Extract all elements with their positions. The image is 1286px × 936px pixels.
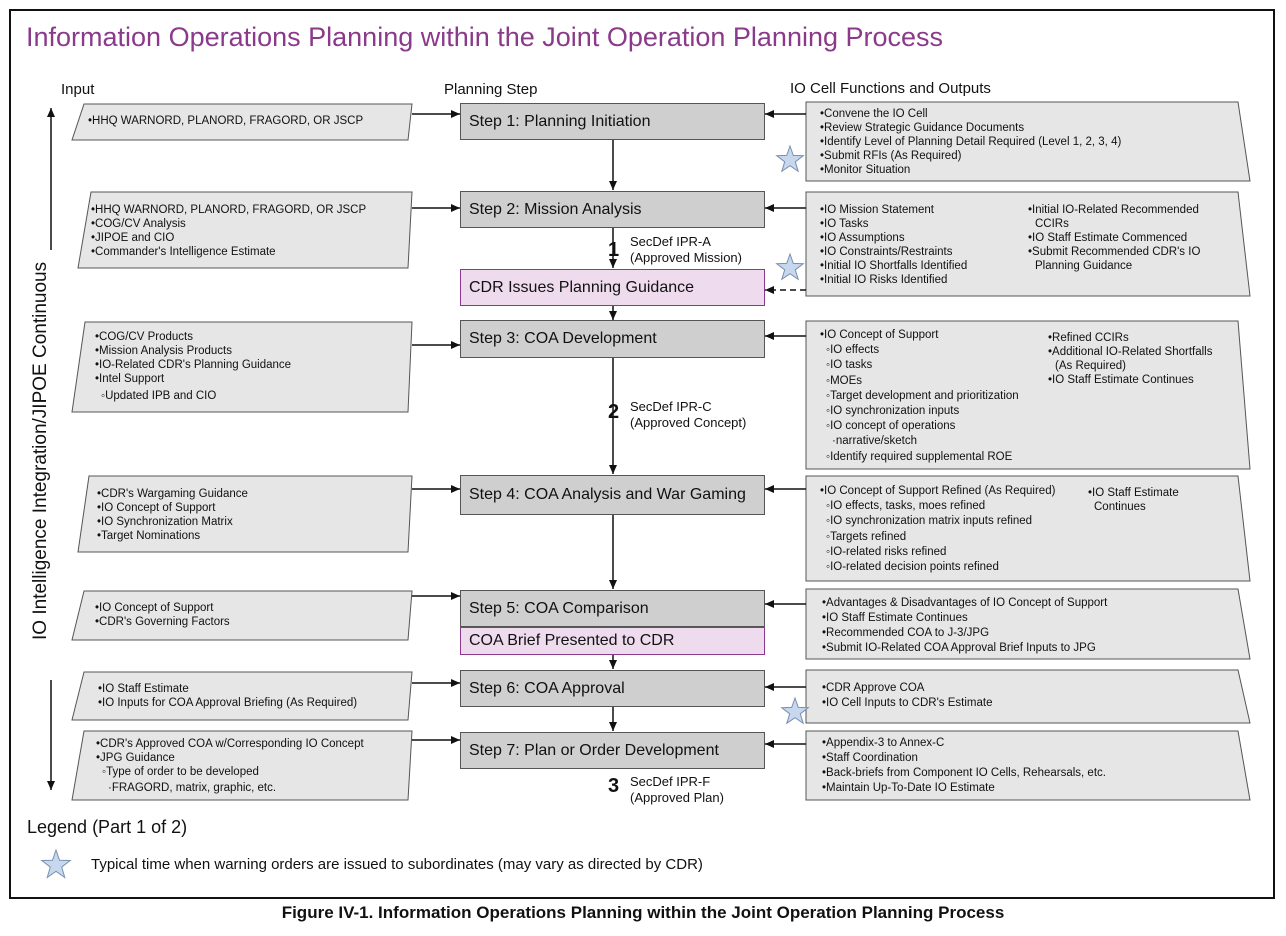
figure-caption: Figure IV-1. Information Operations Planning within the Joint Operation Planning Process [281, 903, 1005, 922]
output-list-7: • Appendix-3 to Annex-C • Staff Coordination • Back-briefs from Component IO Cells, Rehearsals, etc. • Maintain Up-To-Date IO Estimate [822, 736, 1106, 796]
step-1-box: Step 1: Planning Initiation [460, 103, 765, 140]
output-list-1: • Convene the IO Cell • Review Strategic Guidance Documents • Identify Level of Planning Detail Required (Level 1, 2, 3, 4) • Submit RFIs (As Required) • Monitor Situation [820, 107, 1121, 177]
input-list-3: • COG/CV Products • Mission Analysis Products • IO-Related CDR's Planning Guidance • Intel Support ◦ Updated IPB and CIO [95, 330, 291, 403]
step-7-box: Step 7: Plan or Order Development [460, 732, 765, 769]
step-4-box: Step 4: COA Analysis and War Gaming [460, 475, 765, 515]
star-icon [777, 146, 804, 171]
star-icon [777, 254, 804, 279]
input-header: Input [61, 81, 95, 98]
input-list-5: • IO Concept of Support • CDR's Governing Factors [95, 601, 230, 629]
output-list-3a: • IO Concept of Support ◦ IO effects ◦ IO tasks ◦ MOEs ◦ Target development and prioritization ◦ IO synchronization inputs ◦ IO concept of operations · narrative/sketch ◦ Identify required supplemental ROE [820, 328, 1019, 465]
input-list-7: • CDR's Approved COA w/Corresponding IO Concept • JPG Guidance ◦ Type of order to be developed · FRAGORD, matrix, graphic, etc. [96, 737, 364, 795]
vertical-label: IO Intelligence Integration/JIPOE Continuous [30, 261, 51, 640]
step-3-box: Step 3: COA Development [460, 320, 765, 358]
step-5-box: Step 5: COA Comparison [460, 590, 765, 627]
input-list-2: • HHQ WARNORD, PLANORD, FRAGORD, OR JSCP • COG/CV Analysis • JIPOE and CIO • Commander's Intelligence Estimate [91, 203, 366, 259]
ipr-2-label: SecDef IPR-C (Approved Concept) [630, 399, 747, 430]
output-list-2b: • Initial IO-Related Recommended CCIRs • IO Staff Estimate Commenced • Submit Recommended CDR's IO Planning Guidance [1028, 203, 1200, 273]
coa-brief-box: COA Brief Presented to CDR [460, 627, 765, 655]
planning-step-header: Planning Step [444, 81, 538, 98]
input-list-4: • CDR's Wargaming Guidance • IO Concept of Support • IO Synchronization Matrix • Target Nominations [97, 487, 248, 543]
ipr-2-number: 2 [608, 401, 620, 423]
output-list-4b: • IO Staff Estimate Continues [1088, 486, 1179, 514]
legend-title: Legend (Part 1 of 2) [27, 817, 188, 837]
ipr-1-number: 1 [608, 239, 620, 261]
legend-star-icon [42, 850, 71, 878]
cdr-guidance-box: CDR Issues Planning Guidance [460, 269, 765, 306]
legend-star-text: Typical time when warning orders are issued to subordinates (may vary as directed by CDR) [91, 856, 703, 873]
ipr-3-number: 3 [608, 775, 620, 797]
output-list-2a: • IO Mission Statement • IO Tasks • IO Assumptions • IO Constraints/Restraints • Initial IO Shortfalls Identified • Initial IO Risks Identified [820, 203, 967, 287]
figure-title: Information Operations Planning within the Joint Operation Planning Process [26, 22, 944, 52]
step-2-box: Step 2: Mission Analysis [460, 191, 765, 228]
io-cell-header: IO Cell Functions and Outputs [790, 80, 991, 97]
star-icon [782, 698, 809, 723]
output-list-6: • CDR Approve COA • IO Cell Inputs to CDR's Estimate [822, 681, 992, 711]
step-6-box: Step 6: COA Approval [460, 670, 765, 707]
output-list-4a: • IO Concept of Support Refined (As Required) ◦ IO effects, tasks, moes refined ◦ IO synchronization matrix inputs refined ◦ Targets refined ◦ IO-related risks refined ◦ IO-related decision points refined [820, 484, 1055, 575]
ipr-3-label: SecDef IPR-F (Approved Plan) [630, 774, 724, 805]
input-list-6: • IO Staff Estimate • IO Inputs for COA Approval Briefing (As Required) [98, 682, 357, 710]
output-list-5: • Advantages & Disadvantages of IO Concept of Support • IO Staff Estimate Continues • Recommended COA to J-3/JPG • Submit IO-Related COA Approval Brief Inputs to JPG [822, 596, 1107, 656]
ipr-1-label: SecDef IPR-A (Approved Mission) [630, 234, 742, 265]
input-list-1: • HHQ WARNORD, PLANORD, FRAGORD, OR JSCP [88, 114, 363, 128]
output-list-3b: • Refined CCIRs • Additional IO-Related Shortfalls (As Required) • IO Staff Estimate Continues [1048, 331, 1212, 387]
